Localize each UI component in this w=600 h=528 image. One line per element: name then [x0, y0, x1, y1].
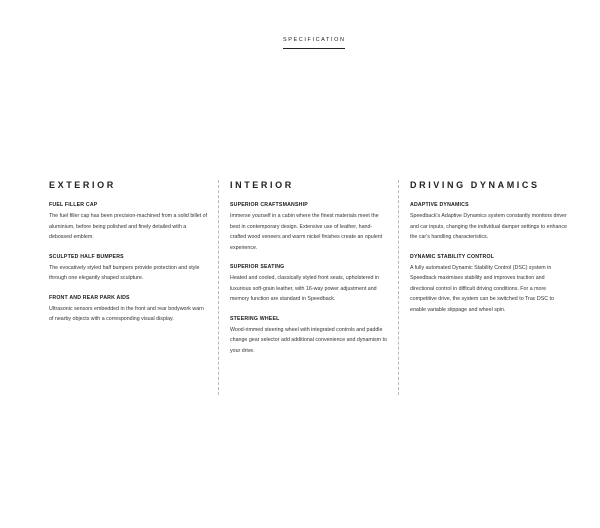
- exterior-title: EXTERIOR: [49, 180, 116, 190]
- spec-item-title: ADAPTIVE DYNAMICS: [410, 202, 469, 208]
- column-divider: [218, 180, 219, 395]
- driving-dynamics-column: [410, 180, 570, 326]
- column-divider: [398, 180, 399, 395]
- spec-item-steering-wheel: [230, 316, 388, 357]
- spec-item-title: FUEL FILLER CAP: [49, 202, 98, 208]
- spec-item-superior-seating: [230, 264, 388, 305]
- spec-item-sculpted-half-bumpers: [49, 254, 209, 284]
- spec-item-title: FRONT AND REAR PARK AIDS: [49, 294, 130, 301]
- spec-item-fuel-filler-cap: [49, 202, 209, 243]
- spec-item-body: A fully automated Dynamic Stability Control (DSC) system in Speedback maximises stability and improves traction and directional control in difficult driving conditions. For a more competitive drive, the system can be switched to Trac DSC to enable variable slippage and wheel spin.: [410, 264, 554, 313]
- spec-item-body: The evocatively styled half bumpers provide protection and style through one elegantly shaped sculpture.: [49, 264, 200, 281]
- driving-dynamics-title: DRIVING DYNAMICS: [410, 180, 540, 190]
- exterior-column: [49, 180, 209, 336]
- spec-item-body: Speedback's Adaptive Dynamics system constantly monitors driver and car inputs, changing the individual damper settings to enhance the car's handling characteristics.: [410, 213, 567, 240]
- spec-item-body: The fuel filler cap has been precision-machined from a solid billet of aluminium, before being polished and finely detailed with a debossed emblem.: [49, 213, 208, 240]
- spec-item-adaptive-dynamics: [410, 202, 570, 243]
- spec-item-superior-craftsmanship: [230, 202, 388, 253]
- spec-item-title: SUPERIOR CRAFTSMANSHIP: [230, 202, 308, 208]
- spec-item-park-aids: [49, 295, 209, 325]
- spec-item-body: Ultrasonic sensors embedded in the front and rear bodywork warn of nearby objects with a corresponding visual display.: [49, 305, 204, 322]
- spec-item-body: Immerse yourself in a cabin where the finest materials meet the best in contemporary design. Extensive use of leather, hand-crafted wood veneers and warm nickel finishes create an opulent experience.: [230, 213, 383, 251]
- specification-tab[interactable]: SPECIFICATION: [283, 37, 345, 49]
- spec-item-title: SUPERIOR SEATING: [230, 264, 285, 270]
- spec-item-body: Heated and cooled, classically styled front seats, upholstered in luxurious soft-grain leather, with 16-way power adjustment and memory function are standard in Speedback.: [230, 275, 379, 302]
- interior-title: INTERIOR: [230, 180, 294, 190]
- spec-item-dynamic-stability-control: [410, 254, 570, 316]
- interior-column: [230, 180, 388, 367]
- spec-item-title: SCULPTED HALF BUMPERS: [49, 253, 124, 260]
- spec-item-body: Wood-rimmed steering wheel with integrated controls and paddle change gear selector add additional convenience and dynamism to your drive.: [230, 326, 387, 354]
- spec-item-title: DYNAMIC STABILITY CONTROL: [410, 253, 495, 260]
- spec-item-title: STEERING WHEEL: [230, 315, 280, 322]
